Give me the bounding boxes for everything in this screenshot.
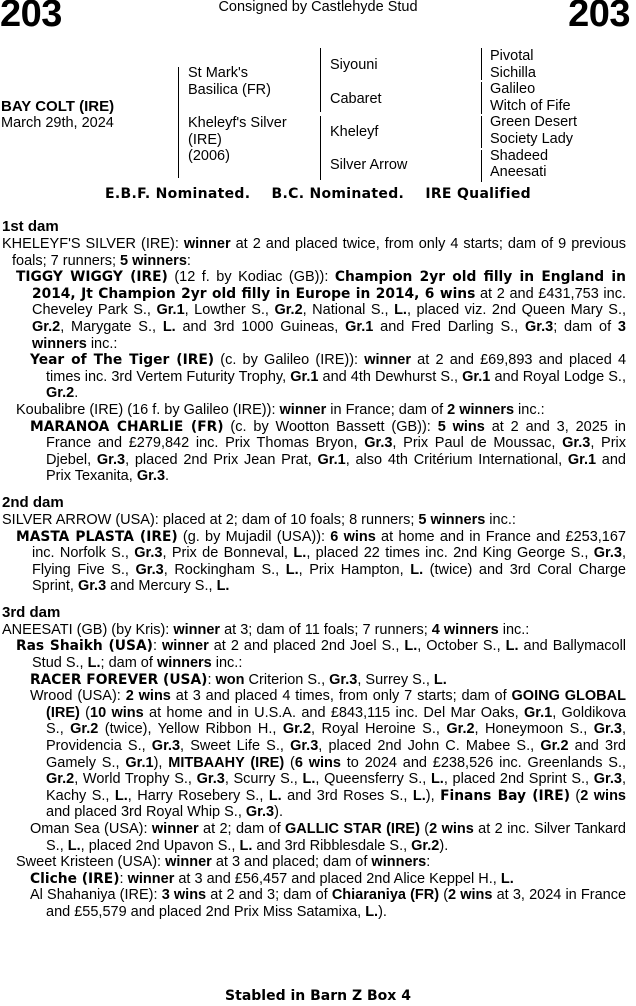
dam — [188, 115, 287, 165]
third-dam-section — [2, 604, 626, 921]
g3-1: Sichilla — [490, 64, 536, 81]
produce-entry: TIGGY WIGGY (IRE) (12 f. by Kodiac (GB)): Champion 2yr old filly in England in 2014, Jt Champion 2yr old filly in Europe in 2014, 6 wins at 2 and £431,753 inc. Cheveley Park S., Gr.1, Lowther S., Gr.2, National S., L., placed viz. 2nd Queen Mary S., Gr.2, Marygate S., L. and 3rd 1000 Guineas, Gr.1 and Fred Darling S., Gr.3; dam of 3 winners inc.: — [16, 269, 627, 352]
first-dam-entry: KHELEYF'S SILVER (IRE): winner at 2 and placed twice, from only 4 starts; dam of 9 previous foals; 7 runners; 5 winners: — [2, 236, 627, 269]
g3-3: Witch of Fife — [490, 97, 571, 114]
produce-entry: RACER FOREVER (USA): won Criterion S., Gr.3, Surrey S., L. — [30, 671, 447, 688]
ebf-nomination: E.B.F. Nominated. — [105, 186, 251, 202]
third-dam-entry: ANEESATI (GB) (by Kris): winner at 3; dam of 11 foals; 7 runners; 4 winners inc.: — [2, 621, 530, 638]
pedigree-bracket-2a — [320, 48, 321, 112]
second-dam-section — [2, 494, 626, 595]
sire-dam — [330, 91, 382, 108]
lot-number-left: 203 — [0, 0, 62, 35]
first-dam-section — [2, 218, 626, 485]
dam-dam — [330, 157, 407, 174]
produce-entry: Wrood (USA): 2 wins at 3 and placed 4 times, from only 7 starts; dam of GOING GLOBAL (IRE) (10 wins at home and in U.S.A. and £843,115 inc. Del Mar Oaks, Gr.1, Goldikova S., Gr.2 (twice), Yellow Ribbon H., Gr.2, Royal Heroine S., Gr.2, Honeymoon S., Gr.3, Providencia S., Gr.3, Sweet Life S., Gr.3, placed 2nd John C. Mabee S., Gr.2 and 3rd Gamely S., Gr.1), MITBAAHY (IRE) (6 wins to 2024 and £238,526 inc. Greenlands S., Gr.2, World Trophy S., Gr.3, Scurry S., L., Queensferry S., L., placed 2nd Sprint S., Gr.3, Kachy S., L., Harry Rosebery S., L. and 3rd Roses S., L.), Finans Bay (IRE) (2 wins and placed 3rd Royal Whip S., Gr.3). — [30, 688, 627, 821]
dam-dam-name: Silver Arrow — [330, 157, 408, 173]
pedigree-bracket-3a — [481, 48, 482, 80]
sire-sire — [330, 57, 378, 74]
dam-sire-name: Kheleyf — [330, 124, 379, 140]
g3-0: Pivotal — [490, 48, 534, 64]
sire-line-2: Basilica (FR) — [188, 81, 271, 98]
subject-foaled: March 29th, 2024 — [1, 115, 114, 131]
sire-sire-name: Siyouni — [330, 57, 378, 73]
third-dam-heading: 3rd dam — [2, 603, 61, 621]
produce-entry: Oman Sea (USA): winner at 2; dam of GALLIC STAR (IRE) (2 wins at 2 inc. Silver Tankard S., L., placed 2nd Upavon S., L. and 3rd Ribblesdale S., Gr.2). — [30, 821, 626, 854]
subject-name: BAY COLT (IRE) — [1, 98, 115, 115]
dam-line-3: (2006) — [188, 148, 230, 165]
sire-line-1: St Mark's — [188, 65, 248, 81]
g3-2: Galileo — [490, 81, 536, 98]
produce-entry: Ras Shaikh (USA): winner at 2 and placed 2nd Joel S., L., October S., L. and Ballymacoll Stud S., L.; dam of winners inc.: — [16, 638, 627, 672]
catalogue-body — [2, 218, 626, 921]
pedigree-bracket-1 — [178, 67, 179, 178]
second-dam-heading: 2nd dam — [2, 493, 64, 511]
pedigree-bracket-3d — [481, 150, 482, 182]
subject — [1, 98, 114, 132]
produce-entry: MARANOA CHARLIE (FR) (c. by Wootton Bassett (GB)): 5 wins at 2 and 3, 2025 in France and £279,842 inc. Prix Thomas Bryon, Gr.3, Prix Paul de Moussac, Gr.3, Prix Djebel, Gr.3, placed 2nd Prix Jean Prat, Gr.1, also 4th Critérium International, Gr.1 and Prix Texanita, Gr.3. — [30, 418, 627, 485]
stabling-footer: Stabled in Barn Z Box 4 — [225, 988, 411, 1004]
g3-5: Society Lady — [490, 130, 574, 147]
pedigree-bracket-3b — [481, 82, 482, 114]
second-dam-entry: SILVER ARROW (USA): placed at 2; dam of 10 foals; 8 runners; 5 winners inc.: — [2, 511, 516, 528]
dam-line-1: Kheleyf's Silver — [188, 115, 287, 131]
sire-dam-name: Cabaret — [330, 91, 382, 107]
g3-4: Green Desert — [490, 114, 578, 131]
pedigree-bracket-3c — [481, 116, 482, 148]
ire-qualified: IRE Qualified — [425, 186, 531, 202]
produce-entry: Year of The Tiger (IRE) (c. by Galileo (IRE)): winner at 2 and £69,893 and placed 4 times inc. 3rd Vertem Futurity Trophy, Gr.1 and 4th Dewhurst S., Gr.1 and Royal Lodge S., Gr.2. — [30, 352, 627, 402]
bc-nomination: B.C. Nominated. — [271, 186, 405, 202]
consignor: Consigned by Castlehyde Stud — [218, 0, 418, 15]
lot-number-right: 203 — [568, 0, 630, 35]
produce-entry: Koubalibre (IRE) (16 f. by Galileo (IRE)): winner in France; dam of 2 winners inc.: — [16, 401, 545, 418]
pedigree-table — [0, 46, 636, 182]
g3-6: Shadeed — [490, 147, 549, 164]
pedigree-bracket-2b — [320, 116, 321, 180]
third-generation — [490, 48, 577, 181]
nominations — [0, 186, 636, 203]
produce-entry: Al Shahaniya (IRE): 3 wins at 2 and 3; dam of Chiaraniya (FR) (2 wins at 3, 2024 in France and £55,579 and placed 2nd Prix Miss Satamixa, L.). — [30, 887, 627, 920]
g3-7: Aneesati — [490, 164, 547, 181]
produce-entry: MASTA PLASTA (IRE) (g. by Mujadil (USA)): 6 wins at home and in France and £253,167 inc. Norfolk S., Gr.3, Prix de Bonneval, L., placed 22 times inc. 2nd King George S., Gr.3, Flying Five S., Gr.3, Rockingham S., L., Prix Hampton, L. (twice) and 3rd Coral Charge Sprint, Gr.3 and Mercury S., L. — [16, 528, 626, 595]
produce-entry: Sweet Kristeen (USA): winner at 3 and placed; dam of winners: — [16, 854, 431, 871]
dam-line-2: (IRE) — [188, 131, 222, 148]
first-dam-heading: 1st dam — [2, 218, 59, 235]
sire — [188, 65, 271, 98]
produce-entry: Cliche (IRE): winner at 3 and £56,457 and placed 2nd Alice Keppel H., L. — [30, 870, 514, 887]
dam-sire — [330, 124, 378, 141]
